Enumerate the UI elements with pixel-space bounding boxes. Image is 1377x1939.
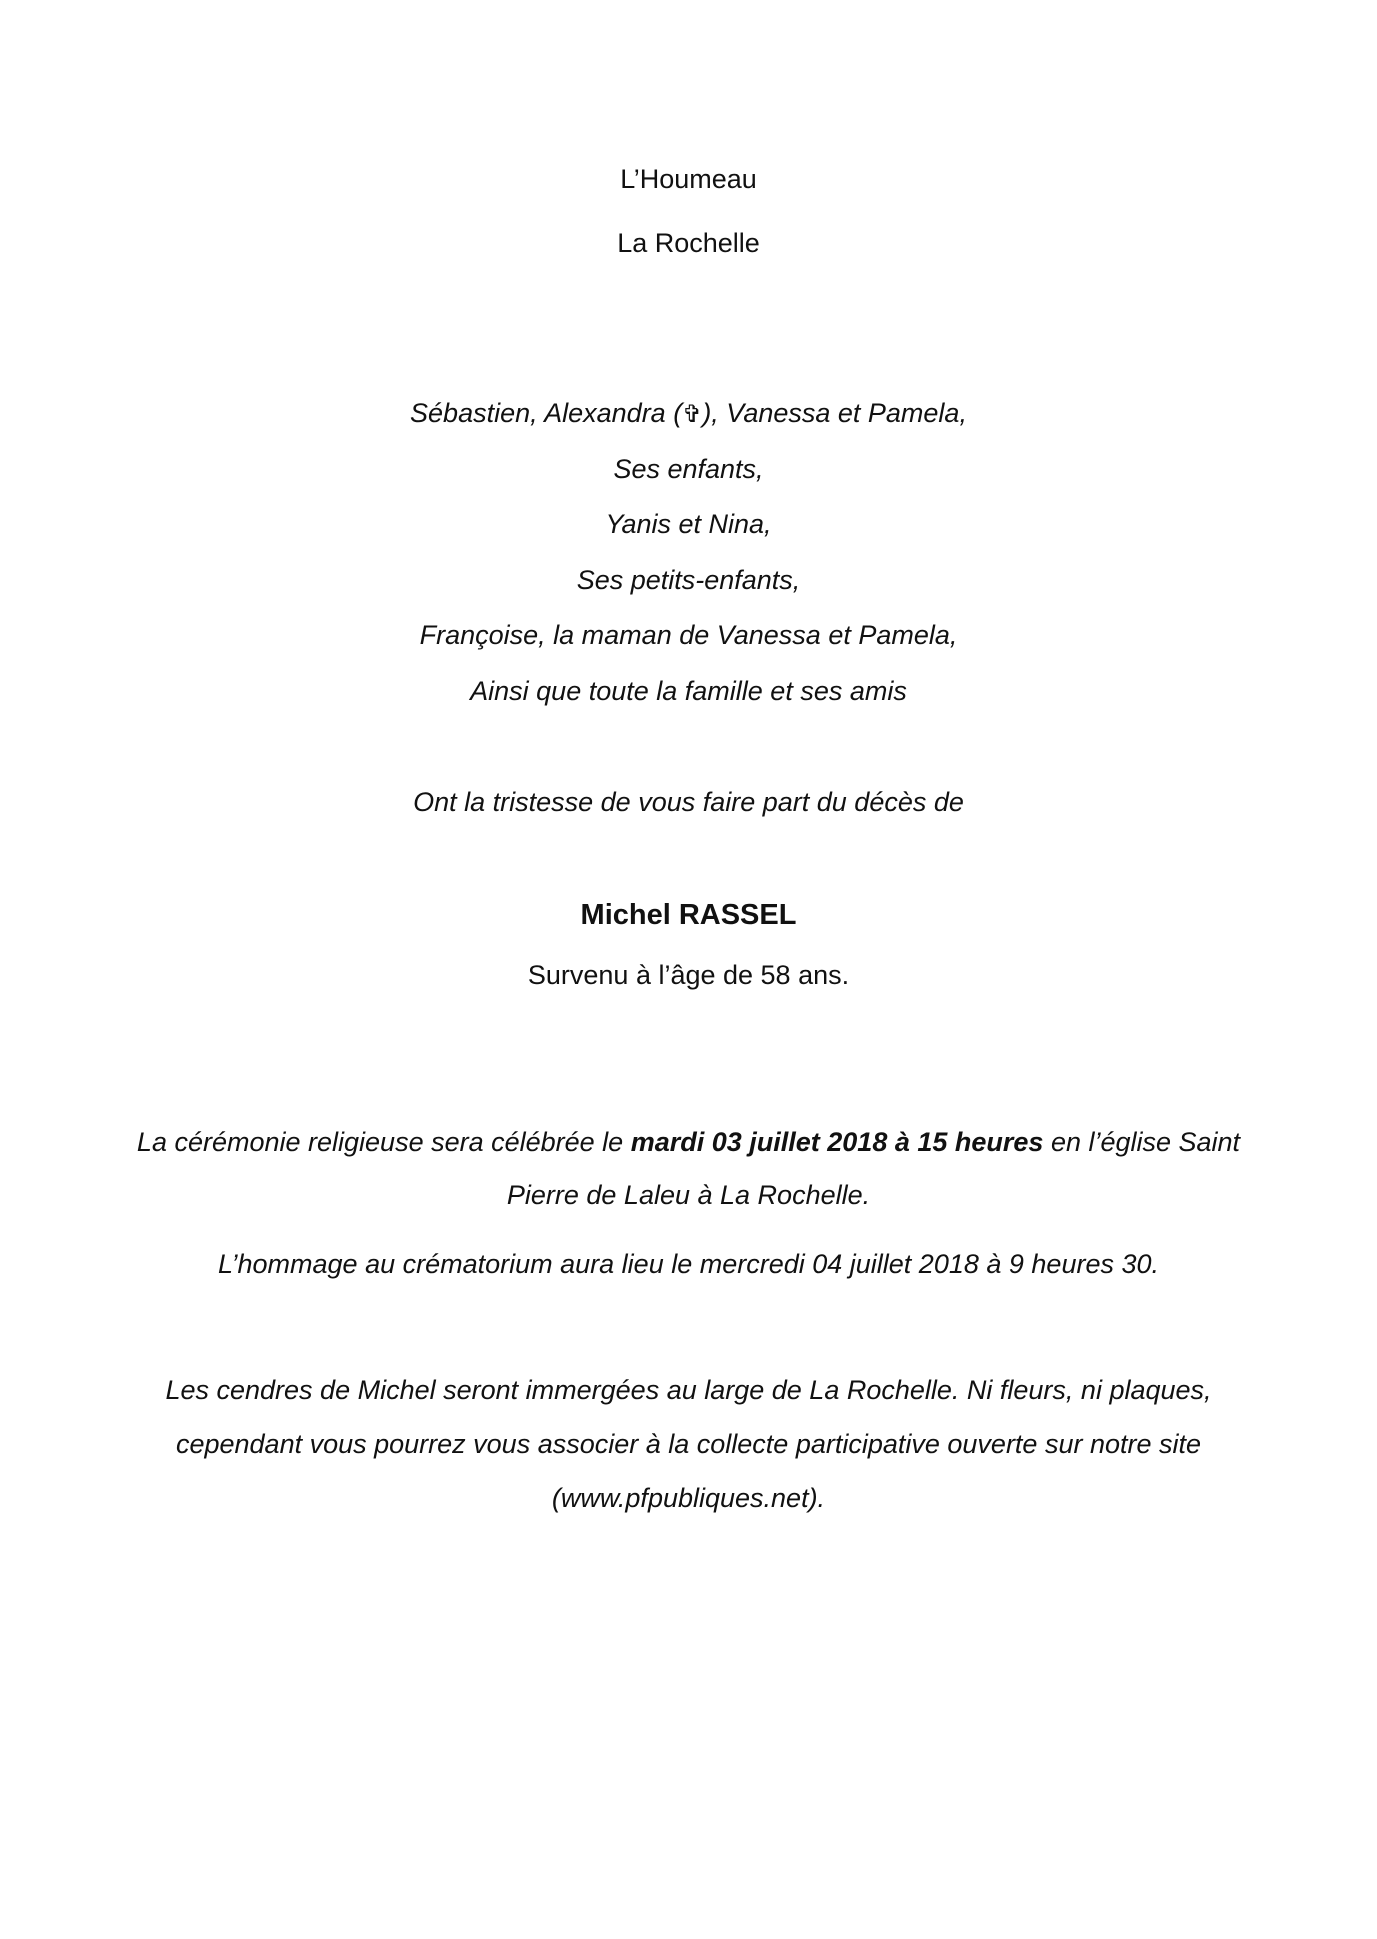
children-text-end: ), Vanessa et Pamela, — [702, 398, 967, 428]
ashes-line-3: (www.pfpubliques.net). — [551, 1483, 826, 1513]
grandchildren-label: Ses petits-enfants, — [576, 565, 801, 595]
announcement-intro: Ont la tristesse de vous faire part du décès de — [413, 787, 964, 817]
children-line — [0, 396, 1377, 432]
age-line: Survenu à l’âge de 58 ans. — [527, 960, 850, 990]
mother-line: Françoise, la maman de Vanessa et Pamela, — [419, 620, 958, 650]
ceremony-text-end: en l’église Saint — [1043, 1127, 1241, 1157]
ceremony-line-1 — [0, 1125, 1377, 1159]
ashes-line-1: Les cendres de Michel seront immergées au large de La Rochelle. Ni fleurs, ni plaques, — [165, 1375, 1212, 1405]
children-label: Ses enfants, — [613, 454, 764, 484]
family-friends-line: Ainsi que toute la famille et ses amis — [470, 676, 907, 706]
ashes-line-2: cependant vous pourrez vous associer à la collecte participative ouverte sur notre site — [175, 1429, 1202, 1459]
town-heading: L’Houmeau — [620, 164, 757, 194]
deceased-name: Michel RASSEL — [580, 899, 797, 931]
cross-icon: ✞ — [682, 401, 703, 428]
children-text-start: Sébastien, Alexandra ( — [410, 398, 683, 428]
grandchildren-line: Yanis et Nina, — [605, 509, 772, 539]
ceremony-date: mardi 03 juillet 2018 à 15 heures — [630, 1127, 1044, 1157]
ceremony-line-2: Pierre de Laleu à La Rochelle. — [506, 1180, 871, 1210]
city-heading: La Rochelle — [617, 228, 760, 258]
ceremony-text-start: La cérémonie religieuse sera célébrée le — [136, 1127, 631, 1157]
homage-line: L’hommage au crématorium aura lieu le mercredi 04 juillet 2018 à 9 heures 30. — [217, 1249, 1160, 1279]
